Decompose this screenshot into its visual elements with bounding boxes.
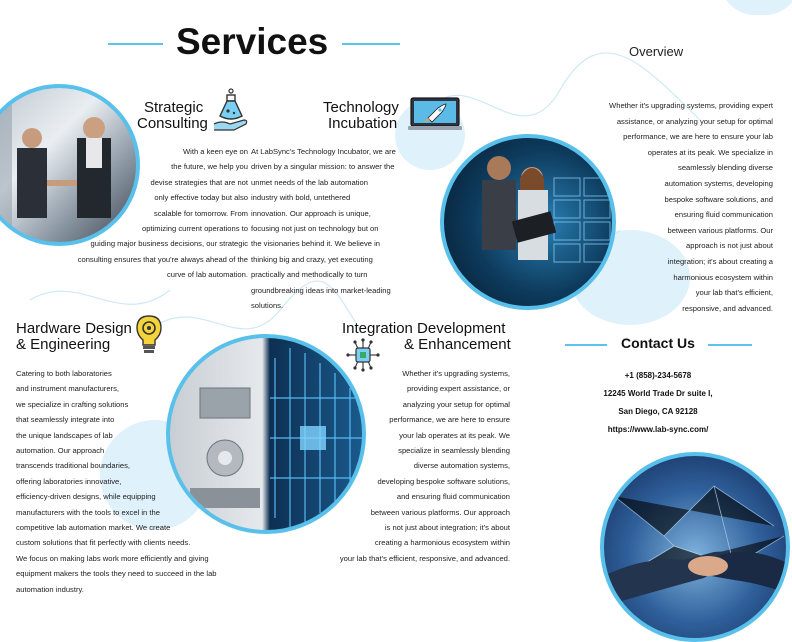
overview-heading: Overview bbox=[629, 44, 684, 59]
hardware-heading-line2: & Engineering bbox=[16, 336, 111, 353]
strategic-heading-line2: Consulting bbox=[137, 115, 208, 132]
contact-phone[interactable]: +1 (858)-234-5678 bbox=[624, 371, 692, 380]
integration-text: Whether it's upgrading systems, providing expert assistance, or analyzing your setup for optimal performance, we are here to ensure your lab operates at its peak. We specialize in seamlessly blending diverse automation systems, developing bespoke software solutions, and ensuring fluid communication between various platforms. Our approach is not just about integration; it's about creating a harmonious ecosystem within your lab that's efficient, responsive, and advanced. bbox=[339, 369, 510, 563]
hardware-text: Catering to both laboratories and instrument manufacturers, we specialize in crafting solutions that seamlessly integrate into the unique landscapes of lab automation. Our approach transcends traditional boundaries, offering laboratories innovative, efficiency-driven designs, while equipping manufacturers with the tools to excel in the competitive lab automation market. We create custom solutions that fit perfectly with clients needs. We focus on making labs work more efficiently and giving equipment makers the tools they need to succeed in the lab automation industry. bbox=[16, 369, 217, 594]
strategic-heading-line1: Strategic bbox=[144, 99, 204, 116]
contact-heading: Contact Us bbox=[621, 335, 695, 351]
technology-photo bbox=[440, 134, 616, 310]
contact-website-link[interactable]: https://www.lab-sync.com/ bbox=[607, 425, 709, 434]
rocket-laptop-icon bbox=[408, 96, 462, 137]
title-rule-left bbox=[108, 43, 163, 45]
overview-text: Whether it's upgrading systems, providing expert assistance, or analyzing your setup for optimal performance, we are here to ensure your lab operates at its peak. We specialize in seamlessly blending diverse automation systems, developing bespoke software solutions, and ensuring fluid communication between various platforms. Our approach is not just about integration; it's about creating a harmonious ecosystem within your lab that's efficient, responsive, and advanced. bbox=[609, 101, 773, 313]
title-rule-right bbox=[342, 43, 400, 45]
contact-rule-left bbox=[565, 344, 607, 346]
contact-handshake-photo bbox=[600, 452, 790, 642]
integration-heading-line1: Integration Development bbox=[342, 320, 506, 337]
technology-heading-line2: Incubation bbox=[328, 115, 398, 132]
page-title: Services bbox=[176, 21, 329, 62]
technology-text: At LabSync's Technology Incubator, we are driven by a singular mission: to answer the unmet needs of the lab automation industry with bold, untethered innovation. Our approach is unique, focusing not just on technology but on the visionaries behind it. We believe in thinking big and crazy, yet executing practically and methodically to turn groundbreaking ideas into market-leading solutions. bbox=[251, 147, 396, 311]
lightbulb-gear-icon bbox=[134, 314, 164, 361]
contact-rule-right bbox=[708, 344, 752, 346]
flask-hand-icon bbox=[212, 86, 250, 137]
tech-team-illustration bbox=[444, 138, 616, 310]
integration-heading-line2: & Enhancement bbox=[404, 336, 511, 353]
handshake-illustration bbox=[604, 456, 790, 642]
strategic-text: With a keen eye on the future, we help you devise strategies that are not only effective today but also scalable for tomorrow. From optimizing current operations to guiding major business decisions, our strategic consulting ensures that you're always ahead of the curve of lab automation. bbox=[77, 147, 248, 280]
contact-address-line2: San Diego, CA 92128 bbox=[618, 407, 698, 416]
contact-address-line1: 12245 World Trade Dr suite I, bbox=[603, 389, 713, 398]
technology-heading-line1: Technology bbox=[323, 99, 399, 116]
hardware-heading-line1: Hardware Design bbox=[16, 320, 132, 337]
